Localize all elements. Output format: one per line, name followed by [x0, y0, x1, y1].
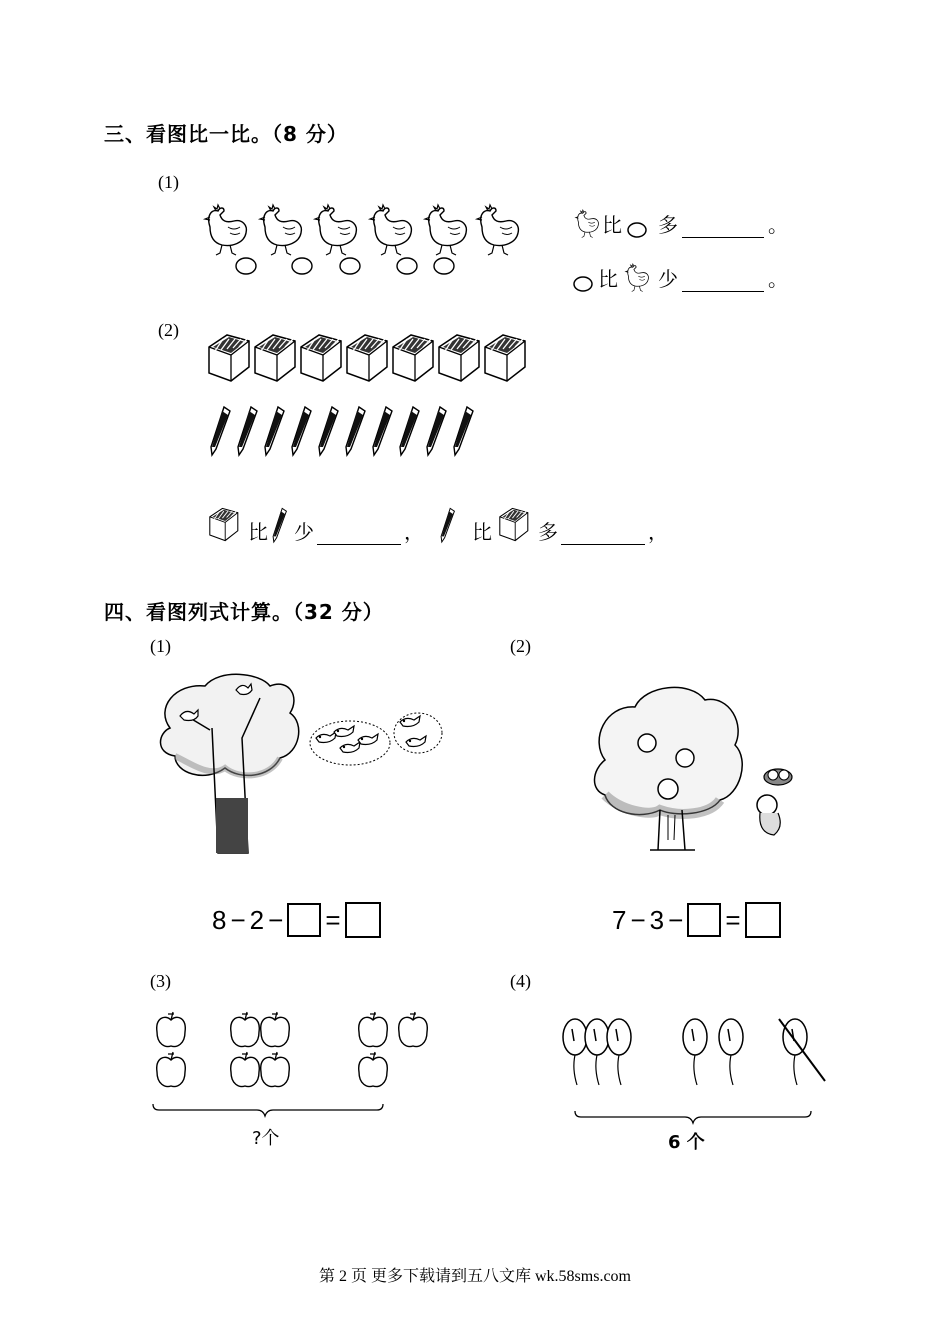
compare-word-shao: 少 [294, 520, 314, 544]
equals-sign: = [725, 904, 741, 935]
compare-word-bi: 比 [598, 267, 618, 291]
page-footer: 第 2 页 更多下载请到五八文库 wk.58sms.com [318, 1268, 631, 1285]
hens-eggs-picture [200, 205, 520, 279]
hen-icon [370, 205, 411, 255]
eraser-icon [485, 335, 525, 381]
compare-word-bi: 比 [602, 213, 622, 237]
erasers-drawing [205, 333, 535, 388]
pencil-icon [439, 505, 463, 545]
minus-sign: − [268, 904, 284, 935]
tree-birds-drawing [150, 668, 450, 868]
pencil-icon [211, 407, 230, 455]
apples [157, 1012, 428, 1086]
pencils-picture [208, 405, 488, 464]
egg-icon [236, 258, 256, 274]
balloon-icon [607, 1019, 631, 1085]
answer-box[interactable] [345, 902, 381, 938]
compare-line-2 [572, 262, 788, 292]
apple-tree-picture [590, 685, 800, 859]
apples-picture [145, 1008, 445, 1152]
egg-icon [434, 258, 454, 274]
pencils-drawing [208, 405, 488, 460]
question-4-3-label: (3) [150, 971, 171, 991]
answer-blank[interactable] [682, 219, 764, 238]
answer-box[interactable] [287, 903, 321, 937]
answer-blank[interactable] [682, 273, 764, 292]
question-3-1-label: (1) [158, 172, 179, 192]
bird-icon [358, 734, 378, 745]
apple-icon [157, 1052, 186, 1086]
erasers-picture [205, 333, 535, 392]
equals-sign: = [325, 904, 341, 935]
hen-icon [477, 205, 518, 255]
egg-icon [340, 258, 360, 274]
pencil-icon [373, 407, 392, 455]
bird-icon [316, 732, 336, 743]
balloons-total-label: 6 个 [668, 1132, 705, 1153]
eq-number: 8 [212, 904, 227, 935]
apple-icon [399, 1012, 428, 1046]
eq-number: 3 [649, 904, 665, 935]
hen-icon [260, 205, 301, 255]
apple-icon [261, 1052, 290, 1086]
birds [316, 716, 426, 753]
period: 。 [768, 213, 788, 237]
egg-icon [626, 220, 648, 238]
pencil-icon [271, 505, 291, 545]
pencil-icon [238, 407, 257, 455]
equation-4-1 [212, 902, 381, 938]
hen-icon [205, 205, 246, 255]
pencil-icon [292, 407, 311, 455]
eq-number: 2 [249, 904, 265, 935]
pencil-icon [427, 407, 446, 455]
question-3-2-label: (2) [158, 320, 179, 340]
apple-icon [359, 1012, 388, 1046]
eraser-icon [210, 508, 238, 540]
comma: ， [648, 520, 668, 544]
apple-icon [359, 1052, 388, 1086]
comma: ， [404, 520, 424, 544]
eraser-icon [301, 335, 341, 381]
compare-word-bi: 比 [248, 520, 268, 544]
apple-icon [231, 1012, 260, 1046]
hen-icon [576, 210, 599, 238]
eraser-icon [209, 335, 249, 381]
apple-tree-drawing [590, 685, 800, 855]
pencil-icon [400, 407, 419, 455]
hen-icon [626, 264, 649, 292]
period: 。 [768, 267, 788, 291]
pencil-icon [273, 508, 286, 542]
question-4-2-label: (2) [510, 636, 531, 656]
apple-icon [157, 1012, 186, 1046]
pencil-icon [346, 407, 365, 455]
section-4-title: 四、看图列式计算。（32 分） [104, 600, 384, 624]
hen-icon [572, 208, 598, 238]
eraser-icon [500, 508, 528, 540]
answer-box[interactable] [745, 902, 781, 938]
apples-total-label: ?个 [252, 1128, 280, 1149]
eraser-icon [439, 335, 479, 381]
answer-blank[interactable] [561, 526, 645, 545]
section-3-title: 三、看图比一比。（8 分） [104, 122, 348, 146]
pencil-icon [454, 407, 473, 455]
balloons [563, 1019, 807, 1085]
compare-word-duo: 多 [538, 520, 558, 544]
apple-icon [231, 1052, 260, 1086]
compare-word-duo: 多 [658, 213, 678, 237]
bird-icon [406, 736, 426, 747]
pencil-icon [441, 508, 454, 542]
equation-4-2 [612, 902, 781, 938]
apple-icon [261, 1012, 290, 1046]
pencil-icon [265, 407, 284, 455]
balloon-icon [563, 1019, 587, 1085]
eq-number: 7 [612, 904, 627, 935]
question-4-4-label: (4) [510, 971, 531, 991]
balloons-drawing [555, 1015, 845, 1145]
minus-sign: − [630, 904, 646, 935]
hens-eggs-drawing [200, 205, 520, 275]
bird-icon [400, 716, 420, 727]
balloon-icon [719, 1019, 743, 1085]
balloon-icon [683, 1019, 707, 1085]
hen-icon [622, 262, 648, 292]
minus-sign: − [230, 904, 246, 935]
egg-icon [397, 258, 417, 274]
apples-drawing [145, 1008, 445, 1148]
answer-box[interactable] [687, 903, 721, 937]
pencil-icon [319, 407, 338, 455]
bird-icon [340, 742, 360, 753]
eraser-icon [495, 505, 535, 545]
question-4-1-label: (1) [150, 636, 171, 656]
tree-birds-picture [150, 668, 450, 872]
eraser-icon [393, 335, 433, 381]
hen-icon [425, 205, 466, 255]
compare-line-3 [205, 505, 668, 545]
hen-icon [315, 205, 356, 255]
eraser-icon [205, 505, 245, 545]
answer-blank[interactable] [317, 526, 401, 545]
egg-icon [572, 274, 594, 292]
minus-sign: − [668, 904, 684, 935]
compare-word-shao: 少 [658, 267, 678, 291]
egg-icon [292, 258, 312, 274]
eraser-icon [255, 335, 295, 381]
compare-word-bi: 比 [472, 520, 492, 544]
bird-icon [334, 726, 354, 737]
eraser-icon [347, 335, 387, 381]
compare-line-1 [572, 208, 788, 238]
balloon-icon [585, 1019, 609, 1085]
